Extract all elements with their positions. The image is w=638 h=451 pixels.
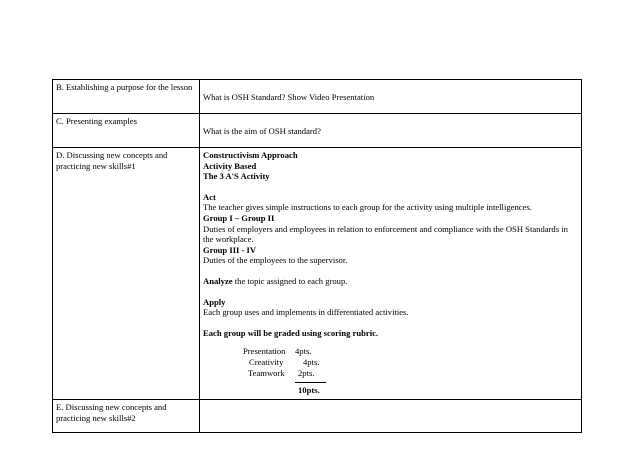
rubric-total: 10pts. [298, 385, 320, 396]
lesson-plan-table [52, 79, 582, 433]
analyze-title: Analyze [203, 275, 233, 286]
rubric-criterion: Presentation [243, 346, 286, 357]
scoring-rubric [203, 346, 578, 396]
analyze-text: the topic assigned to each group. [232, 275, 348, 286]
table-row-d [53, 148, 582, 400]
table-row-e [53, 400, 582, 433]
heading-constructivism: Constructivism Approach [203, 150, 298, 160]
group3-text: Duties of the employees to the supervisor. [203, 255, 348, 266]
apply-title: Apply [203, 296, 226, 307]
row-c-label-cell [53, 114, 200, 148]
row-e-label-line2: practicing new skills#2 [56, 412, 136, 423]
group1-text: Duties of employers and employees in relation to enforcement and compliance with the OSH Standards in the workplace. [203, 223, 568, 245]
row-b-label: B. Establishing a purpose for the lesson [56, 82, 193, 92]
group1-title: Group I – Group II [203, 212, 275, 223]
row-e-content-cell [200, 400, 582, 433]
act-title: Act [203, 191, 216, 202]
heading-three-as: The 3 A'S Activity [203, 171, 270, 182]
row-c-label: C. Presenting examples [56, 116, 137, 126]
row-c-content: What is the aim of OSH standard? [203, 126, 321, 136]
row-c-content-cell [200, 114, 582, 148]
row-b-content: What is OSH Standard? Show Video Presentation [203, 92, 375, 102]
row-d-label-cell [53, 148, 200, 400]
heading-activity-based: Activity Based [203, 160, 257, 171]
rubric-points: 2pts. [298, 368, 315, 379]
spacer [203, 116, 578, 126]
table-row-c [53, 114, 582, 148]
total-rule [295, 382, 326, 383]
row-b-content-cell [200, 80, 582, 114]
spacer [203, 266, 578, 276]
act-text: The teacher gives simple instructions to each group for the activity using multiple intelligences. [203, 202, 532, 213]
apply-text: Each group uses and implements in differentiated activities. [203, 307, 409, 318]
row-d-content-cell [200, 148, 582, 400]
spacer [203, 82, 578, 92]
row-d-label-line1: D. Discussing new concepts and [56, 150, 168, 160]
row-d-label-line2: practicing new skills#1 [56, 160, 136, 171]
row-b-label-cell [53, 80, 200, 114]
rubric-criterion: Teamwork [248, 368, 285, 379]
spacer [203, 287, 578, 297]
rubric-points: 4pts. [295, 346, 312, 357]
row-e-label-cell [53, 400, 200, 433]
spacer [203, 182, 578, 192]
row-e-label-line1: E. Discussing new concepts and [56, 402, 167, 413]
spacer [203, 338, 578, 346]
graded-text: Each group will be graded using scoring rubric. [203, 327, 379, 338]
rubric-points: 4pts. [303, 357, 320, 368]
spacer [203, 318, 578, 328]
table-row-b [53, 80, 582, 114]
group3-title: Group III - IV [203, 244, 257, 255]
rubric-criterion: Creativity [249, 357, 284, 368]
analyze-line [203, 276, 578, 287]
